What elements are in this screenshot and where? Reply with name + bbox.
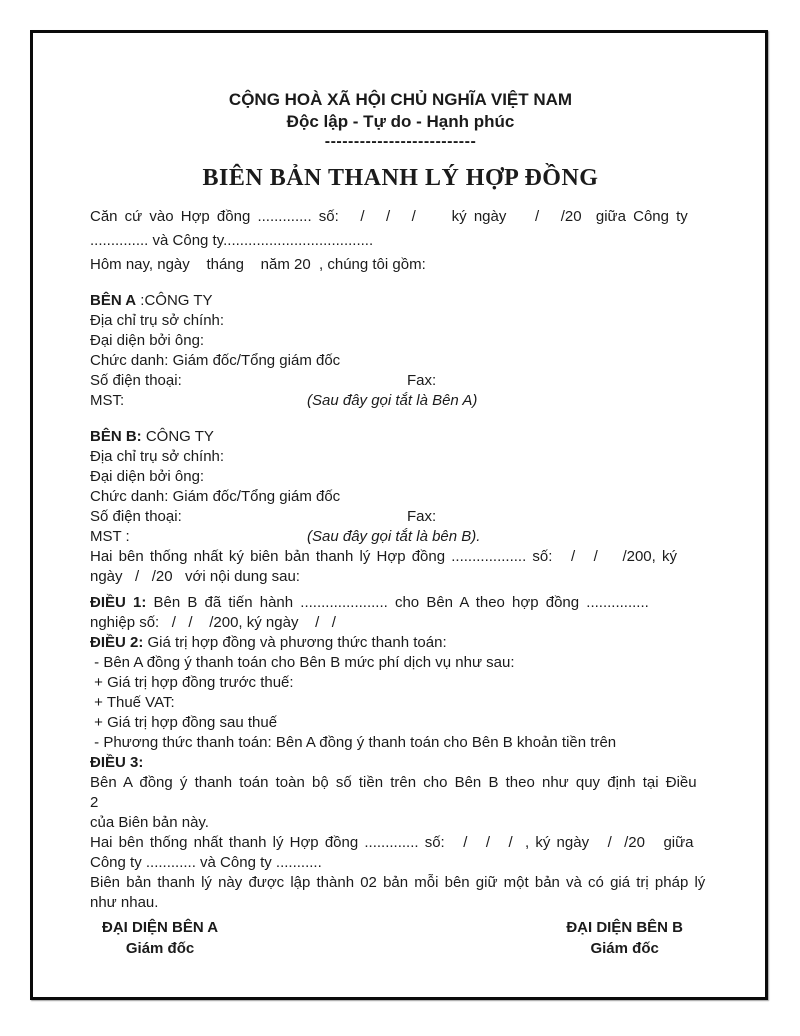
doc-line xyxy=(90,873,711,893)
signature-party-a xyxy=(102,917,218,959)
signature-party-b xyxy=(566,917,683,959)
national-motto-line1: CỘNG HOÀ XÃ HỘI CHỦ NGHĨA VIỆT NAM xyxy=(228,90,573,109)
doc-text-bold: ĐIỀU 1: xyxy=(90,594,147,611)
doc-text: Hai bên thống nhất ký biên bản thanh lý Hợp đồng .................. số: / / /200, ký xyxy=(90,548,677,565)
doc-text: - Bên A đồng ý thanh toán cho Bên B mức phí dịch vụ như sau: xyxy=(90,654,515,671)
doc-text: nghiệp số: / / /200, ký ngày / / xyxy=(90,614,336,631)
document-lines xyxy=(90,207,711,913)
doc-text: Giá trị hợp đồng và phương thức thanh toán: xyxy=(143,634,447,651)
doc-text: Đại diện bởi ông: xyxy=(90,332,205,349)
doc-text: Công ty ............ và Công ty ........... xyxy=(90,854,322,871)
doc-line xyxy=(90,547,711,567)
doc-line xyxy=(90,527,711,547)
page-border xyxy=(30,30,768,1000)
doc-text: Căn cứ vào Hợp đồng ............. số: / / / ký ngày / /20 giữa Công ty xyxy=(90,208,688,225)
doc-text: Số điện thoại: xyxy=(90,372,182,389)
doc-line xyxy=(90,633,711,653)
doc-text: Chức danh: Giám đốc/Tổng giám đốc xyxy=(90,488,341,505)
signature-b-title: ĐẠI DIỆN BÊN B xyxy=(566,919,683,936)
doc-text: :CÔNG TY xyxy=(136,292,213,309)
doc-line xyxy=(90,447,711,467)
doc-text: của Biên bản này. xyxy=(90,814,209,831)
doc-text: MST: xyxy=(90,392,125,409)
doc-line xyxy=(90,371,711,391)
doc-text: Bên A đồng ý thanh toán toàn bộ số tiền trên cho Bên B theo như quy định tại Điều 2 xyxy=(90,774,704,811)
national-motto-line2: Độc lập - Tự do - Hạnh phúc xyxy=(286,112,515,131)
doc-line xyxy=(90,833,711,853)
doc-text: Fax: xyxy=(407,372,437,389)
doc-text: Chức danh: Giám đốc/Tổng giám đốc xyxy=(90,352,341,369)
signature-b-role: Giám đốc xyxy=(590,940,659,957)
doc-text: Hai bên thống nhất thanh lý Hợp đồng ............. số: / / / , ký ngày / /20 giữa xyxy=(90,834,694,851)
doc-line xyxy=(90,255,711,275)
doc-text: MST : xyxy=(90,528,130,545)
doc-text-italic: (Sau đây gọi tắt là Bên A) xyxy=(307,392,478,409)
doc-text: + Thuế VAT: xyxy=(90,694,175,711)
doc-text: ngày / /20 với nội dung sau: xyxy=(90,568,300,585)
signature-a-title: ĐẠI DIỆN BÊN A xyxy=(102,919,219,936)
doc-line xyxy=(90,207,711,227)
doc-line xyxy=(90,673,711,693)
doc-line xyxy=(90,567,711,587)
doc-line xyxy=(90,467,711,487)
doc-line xyxy=(90,753,711,773)
doc-text: .............. và Công ty.................................... xyxy=(90,232,374,249)
doc-line xyxy=(90,733,711,753)
doc-line xyxy=(90,291,711,311)
doc-line xyxy=(90,713,711,733)
doc-text: Hôm nay, ngày tháng năm 20 , chúng tôi gồm: xyxy=(90,256,426,273)
doc-line xyxy=(90,351,711,371)
doc-text: Địa chỉ trụ sở chính: xyxy=(90,448,225,465)
doc-text-bold: ĐIỀU 3: xyxy=(90,754,144,771)
doc-line xyxy=(90,653,711,673)
doc-line xyxy=(90,853,711,873)
doc-line xyxy=(90,391,711,411)
signature-a-role: Giám đốc xyxy=(125,940,195,957)
doc-line xyxy=(90,813,711,833)
doc-text: Số điện thoại: xyxy=(90,508,182,525)
doc-text: Đại diện bởi ông: xyxy=(90,468,205,485)
doc-text: Fax: xyxy=(407,508,437,525)
doc-line xyxy=(90,231,711,251)
doc-line xyxy=(90,311,711,331)
doc-text-bold: BÊN A xyxy=(90,292,137,309)
doc-text: + Giá trị hợp đồng sau thuế xyxy=(90,714,278,731)
doc-line xyxy=(90,487,711,507)
document-title: BIÊN BẢN THANH LÝ HỢP ĐỒNG xyxy=(202,165,599,191)
doc-line xyxy=(90,613,711,633)
doc-text-italic: (Sau đây gọi tắt là bên B). xyxy=(307,528,481,545)
doc-line xyxy=(90,593,711,613)
doc-text: Bên B đã tiến hành ..................... cho Bên A theo hợp đồng ............... xyxy=(146,594,649,611)
doc-text-bold: BÊN B: xyxy=(90,428,142,445)
doc-line xyxy=(90,693,711,713)
doc-line xyxy=(90,507,711,527)
doc-text: Địa chỉ trụ sở chính: xyxy=(90,312,225,329)
doc-line xyxy=(90,427,711,447)
doc-line xyxy=(90,893,711,913)
doc-text: - Phương thức thanh toán: Bên A đồng ý thanh toán cho Bên B khoản tiền trên xyxy=(90,734,617,751)
doc-text: Biên bản thanh lý này được lập thành 02 bản mỗi bên giữ một bản và có giá trị pháp lý xyxy=(90,874,706,891)
signature-row xyxy=(90,917,711,959)
doc-text: + Giá trị hợp đồng trước thuế: xyxy=(90,674,294,691)
doc-text: CÔNG TY xyxy=(141,428,214,445)
doc-text-bold: ĐIỀU 2: xyxy=(90,634,144,651)
document-content xyxy=(33,33,765,997)
header-separator: -------------------------- xyxy=(324,133,477,150)
doc-line xyxy=(90,331,711,351)
doc-line xyxy=(90,773,711,813)
doc-text: như nhau. xyxy=(90,894,159,911)
